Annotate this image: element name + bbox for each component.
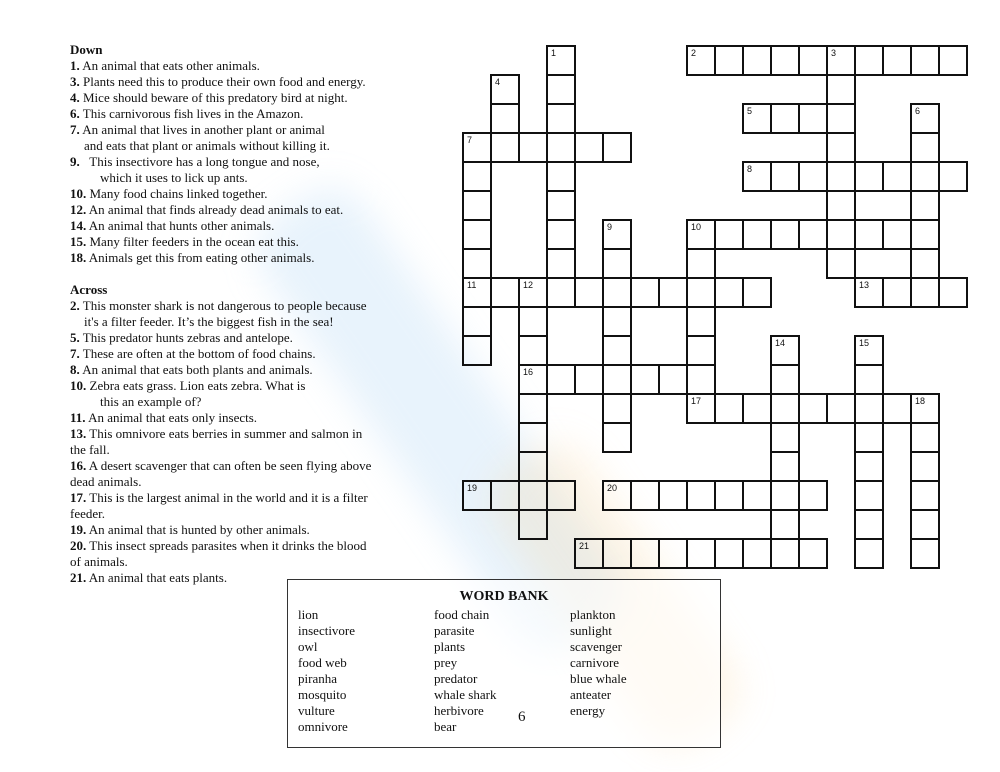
- clue-text: This omnivore eats berries in summer and salmon in: [89, 426, 363, 441]
- crossword-cell[interactable]: [686, 248, 716, 279]
- clue-text: An animal that hunts other animals.: [88, 218, 275, 233]
- crossword-cell[interactable]: [630, 480, 660, 511]
- crossword-cell[interactable]: [910, 451, 940, 482]
- crossword-cell[interactable]: [770, 480, 800, 511]
- crossword-cell[interactable]: [854, 45, 884, 76]
- crossword-cell[interactable]: [686, 277, 716, 308]
- word-bank-item: prey: [434, 655, 458, 670]
- crossword-cell[interactable]: [854, 335, 884, 366]
- crossword-cell[interactable]: [770, 451, 800, 482]
- crossword-cell[interactable]: [826, 103, 856, 134]
- crossword-cell[interactable]: [742, 219, 772, 250]
- cell-number: 12: [523, 280, 534, 290]
- word-bank-item: plants: [434, 639, 466, 654]
- word-bank-item: omnivore: [298, 719, 348, 734]
- crossword-cell[interactable]: [770, 364, 800, 395]
- clue-text-continued: and eats that plant or animals without killing it.: [84, 138, 330, 153]
- clue-number: 17.: [70, 490, 87, 505]
- crossword-cell[interactable]: [546, 103, 576, 134]
- crossword-cell[interactable]: [770, 422, 800, 453]
- crossword-cell[interactable]: [798, 480, 828, 511]
- down-clue: [70, 74, 400, 90]
- crossword-cell[interactable]: [770, 509, 800, 540]
- crossword-cell[interactable]: [910, 277, 940, 308]
- crossword-cell[interactable]: [798, 45, 828, 76]
- clue-number: 16.: [70, 458, 87, 473]
- clue-text: A desert scavenger that can often be seen flying above: [88, 458, 372, 473]
- clue-text: This predator hunts zebras and antelope.: [82, 330, 293, 345]
- word-bank-title: WORD BANK: [459, 589, 549, 604]
- crossword-cell[interactable]: [602, 422, 632, 453]
- clue-number: 1.: [70, 58, 80, 73]
- across-clue: [70, 538, 400, 554]
- word-bank-item: scavenger: [570, 639, 622, 654]
- crossword-cell[interactable]: [462, 335, 492, 366]
- crossword-cell[interactable]: [602, 393, 632, 424]
- crossword-cell[interactable]: [658, 277, 688, 308]
- down-clue-list: [70, 58, 400, 266]
- crossword-cell[interactable]: [854, 422, 884, 453]
- crossword-cell[interactable]: [910, 190, 940, 221]
- clue-text: This carnivorous fish lives in the Amazon.: [82, 106, 304, 121]
- crossword-cell[interactable]: [910, 248, 940, 279]
- clue-text: An animal that eats only insects.: [88, 410, 258, 425]
- crossword-cell[interactable]: [910, 538, 940, 569]
- crossword-cell[interactable]: [854, 364, 884, 395]
- crossword-cell[interactable]: [490, 480, 520, 511]
- crossword-cell[interactable]: [854, 393, 884, 424]
- crossword-cell[interactable]: [462, 132, 492, 163]
- crossword-cell[interactable]: [770, 219, 800, 250]
- across-clue: [70, 298, 400, 314]
- word-bank-item: plankton: [570, 607, 616, 622]
- crossword-cell[interactable]: [854, 480, 884, 511]
- clue-text: Animals get this from eating other animals.: [88, 250, 315, 265]
- crossword-cell[interactable]: [742, 393, 772, 424]
- crossword-cell[interactable]: [574, 132, 604, 163]
- crossword-cell[interactable]: [658, 538, 688, 569]
- down-clue: [70, 106, 400, 122]
- down-heading: Down: [70, 42, 103, 57]
- clue-number: 12.: [70, 202, 87, 217]
- crossword-cell[interactable]: [574, 277, 604, 308]
- cell-number: 11: [467, 280, 477, 290]
- cell-number: 1: [551, 48, 557, 58]
- down-clue: [70, 154, 400, 170]
- crossword-cell[interactable]: [462, 306, 492, 337]
- crossword-cell[interactable]: [742, 480, 772, 511]
- crossword-cell[interactable]: [910, 161, 940, 192]
- across-clue: [70, 346, 400, 362]
- clue-number: 9.: [70, 154, 80, 169]
- word-bank-column: [570, 607, 627, 719]
- clue-text: An animal that is hunted by other animals.: [88, 522, 310, 537]
- cell-number: 16: [523, 367, 534, 377]
- crossword-cell[interactable]: [826, 132, 856, 163]
- word-bank-item: bear: [434, 719, 457, 734]
- crossword-cell[interactable]: [910, 422, 940, 453]
- clue-text: This insect spreads parasites when it drinks the blood: [89, 538, 367, 553]
- crossword-cell[interactable]: [518, 393, 548, 424]
- crossword-cell[interactable]: [602, 335, 632, 366]
- crossword-cell[interactable]: [602, 306, 632, 337]
- crossword-cell[interactable]: [518, 132, 548, 163]
- clue-text: Many filter feeders in the ocean eat this.: [89, 234, 299, 249]
- word-bank-item: parasite: [434, 623, 475, 638]
- crossword-cell[interactable]: [770, 335, 800, 366]
- clue-number: 6.: [70, 106, 80, 121]
- crossword-cell[interactable]: [518, 509, 548, 540]
- crossword-cell[interactable]: [770, 538, 800, 569]
- crossword-cell[interactable]: [826, 219, 856, 250]
- word-bank-item: blue whale: [570, 671, 627, 686]
- crossword-cell[interactable]: [462, 248, 492, 279]
- cell-number: 7: [467, 135, 473, 145]
- clue-number: 10.: [70, 186, 87, 201]
- crossword-cell[interactable]: [686, 393, 716, 424]
- cell-number: 19: [467, 483, 478, 493]
- crossword-cell[interactable]: [518, 277, 548, 308]
- crossword-cell[interactable]: [854, 277, 884, 308]
- crossword-cell[interactable]: [518, 422, 548, 453]
- clue-number: 8.: [70, 362, 80, 377]
- cell-number: 6: [915, 106, 921, 116]
- word-bank-item: herbivore: [434, 703, 484, 718]
- cell-number: 17: [691, 396, 702, 406]
- clue-number: 7.: [70, 346, 80, 361]
- clue-text: An animal that eats both plants and animals.: [82, 362, 313, 377]
- crossword-cell[interactable]: [826, 161, 856, 192]
- word-bank-item: lion: [298, 607, 319, 622]
- clue-number: 5.: [70, 330, 80, 345]
- crossword-cell[interactable]: [826, 248, 856, 279]
- crossword-cell[interactable]: [462, 277, 492, 308]
- crossword-cell[interactable]: [798, 538, 828, 569]
- page-number: 6: [518, 709, 526, 725]
- down-clue: [70, 234, 400, 250]
- crossword-cell[interactable]: [686, 335, 716, 366]
- crossword-cell[interactable]: [714, 45, 744, 76]
- clue-text: These are often at the bottom of food chains.: [82, 346, 316, 361]
- crossword-cell[interactable]: [546, 248, 576, 279]
- word-bank: [287, 579, 721, 748]
- word-bank-item: sunlight: [570, 623, 612, 638]
- crossword-cell[interactable]: [938, 161, 968, 192]
- across-clue: [70, 330, 400, 346]
- crossword-cell[interactable]: [630, 277, 660, 308]
- word-bank-item: owl: [298, 639, 318, 654]
- word-bank-item: whale shark: [434, 687, 497, 702]
- crossword-cell[interactable]: [910, 219, 940, 250]
- crossword-cell[interactable]: [686, 480, 716, 511]
- clue-number: 19.: [70, 522, 87, 537]
- crossword-cell[interactable]: [798, 103, 828, 134]
- clue-text-continued: this an example of?: [100, 394, 202, 409]
- clue-text: This is the largest animal in the world and it is a filter: [89, 490, 368, 505]
- crossword-cell[interactable]: [938, 277, 968, 308]
- crossword-cell[interactable]: [658, 364, 688, 395]
- crossword-cell[interactable]: [854, 451, 884, 482]
- crossword-cell[interactable]: [910, 509, 940, 540]
- clue-number: 4.: [70, 90, 80, 105]
- crossword-cell[interactable]: [714, 480, 744, 511]
- clue-number: 3.: [70, 74, 80, 89]
- crossword-cell[interactable]: [518, 451, 548, 482]
- crossword-cell[interactable]: [490, 103, 520, 134]
- clue-text: Mice should beware of this predatory bird at night.: [83, 90, 348, 105]
- crossword-cell[interactable]: [462, 190, 492, 221]
- crossword-cell[interactable]: [770, 103, 800, 134]
- crossword-cell[interactable]: [798, 219, 828, 250]
- clue-number: 20.: [70, 538, 87, 553]
- crossword-cell[interactable]: [462, 219, 492, 250]
- crossword-cell[interactable]: [882, 277, 912, 308]
- clue-text-continued: the fall.: [70, 442, 110, 457]
- down-clue: [70, 186, 400, 202]
- across-clue: [70, 522, 400, 538]
- crossword-cell[interactable]: [546, 132, 576, 163]
- cell-number: 21: [579, 541, 590, 551]
- crossword-cell[interactable]: [882, 45, 912, 76]
- clue-text: An animal that lives in another plant or animal: [82, 122, 325, 137]
- crossword-cell[interactable]: [546, 45, 576, 76]
- crossword-cell[interactable]: [546, 480, 576, 511]
- clue-number: 2.: [70, 298, 80, 313]
- word-bank-item: vulture: [298, 703, 335, 718]
- crossword-cell[interactable]: [602, 277, 632, 308]
- across-clue-list: [70, 298, 400, 586]
- cell-number: 10: [691, 222, 702, 232]
- crossword-cell[interactable]: [714, 277, 744, 308]
- crossword-cell[interactable]: [518, 480, 548, 511]
- crossword-cell[interactable]: [742, 103, 772, 134]
- crossword-cell[interactable]: [602, 132, 632, 163]
- clue-text: This monster shark is not dangerous to people because: [82, 298, 367, 313]
- clue-text: Many food chains linked together.: [89, 186, 268, 201]
- crossword-cell[interactable]: [602, 219, 632, 250]
- cell-number: 14: [775, 338, 786, 348]
- cell-number: 9: [607, 222, 613, 232]
- across-heading: Across: [70, 282, 108, 297]
- across-clue: [70, 362, 400, 378]
- cell-number: 18: [915, 396, 926, 406]
- cell-number: 2: [691, 48, 697, 58]
- crossword-cell[interactable]: [686, 364, 716, 395]
- clue-text: An animal that finds already dead animals to eat.: [88, 202, 344, 217]
- word-bank-item: anteater: [570, 687, 612, 702]
- crossword-cell[interactable]: [770, 161, 800, 192]
- crossword-cell[interactable]: [602, 480, 632, 511]
- crossword-cell[interactable]: [854, 161, 884, 192]
- crossword-cell[interactable]: [714, 538, 744, 569]
- crossword-cell[interactable]: [630, 364, 660, 395]
- crossword-cell[interactable]: [714, 393, 744, 424]
- crossword-cell[interactable]: [798, 393, 828, 424]
- clue-text: An animal that eats plants.: [88, 570, 228, 585]
- down-clue: [70, 58, 400, 74]
- down-clue: [70, 90, 400, 106]
- across-clue: [70, 410, 400, 426]
- crossword-cell[interactable]: [826, 74, 856, 105]
- word-bank-column: [434, 607, 496, 735]
- down-clue: [70, 202, 400, 218]
- crossword-cell[interactable]: [462, 161, 492, 192]
- crossword-cell[interactable]: [854, 509, 884, 540]
- cell-number: 13: [859, 280, 870, 290]
- clue-text: Zebra eats grass. Lion eats zebra. What is: [89, 378, 306, 393]
- crossword-cell[interactable]: [686, 538, 716, 569]
- word-bank-item: carnivore: [570, 655, 620, 670]
- crossword-cell[interactable]: [882, 393, 912, 424]
- crossword-cell[interactable]: [546, 190, 576, 221]
- crossword-cell[interactable]: [546, 161, 576, 192]
- cell-number: 4: [495, 77, 501, 87]
- crossword-cell[interactable]: [490, 132, 520, 163]
- clue-text: This insectivore has a long tongue and nose,: [83, 154, 320, 169]
- word-bank-item: food web: [298, 655, 347, 670]
- crossword-cell[interactable]: [518, 364, 548, 395]
- clue-number: 10.: [70, 378, 87, 393]
- crossword-cell[interactable]: [518, 306, 548, 337]
- crossword-cell[interactable]: [882, 161, 912, 192]
- word-bank-item: insectivore: [298, 623, 356, 638]
- clue-number: 13.: [70, 426, 87, 441]
- crossword-cell[interactable]: [546, 364, 576, 395]
- cell-number: 3: [831, 48, 837, 58]
- word-bank-item: predator: [434, 671, 478, 686]
- word-bank-item: piranha: [298, 671, 337, 686]
- crossword-cell[interactable]: [490, 74, 520, 105]
- word-bank-column: [298, 607, 355, 735]
- clue-number: 15.: [70, 234, 87, 249]
- crossword-cell[interactable]: [574, 538, 604, 569]
- clue-number: 7.: [70, 122, 80, 137]
- crossword-cell[interactable]: [574, 364, 604, 395]
- down-clue: [70, 250, 400, 266]
- crossword-cell[interactable]: [630, 538, 660, 569]
- crossword-cell[interactable]: [546, 74, 576, 105]
- across-clue: [70, 458, 400, 474]
- across-clue: [70, 426, 400, 442]
- crossword-cell[interactable]: [910, 45, 940, 76]
- crossword-cell[interactable]: [854, 538, 884, 569]
- crossword-cell[interactable]: [910, 393, 940, 424]
- crossword-cell[interactable]: [770, 393, 800, 424]
- crossword-cell[interactable]: [546, 219, 576, 250]
- crossword-cell[interactable]: [882, 219, 912, 250]
- clue-text: Plants need this to produce their own food and energy.: [83, 74, 366, 89]
- crossword-cell[interactable]: [742, 161, 772, 192]
- across-clue: [70, 490, 400, 506]
- crossword-cell[interactable]: [826, 190, 856, 221]
- crossword-cell[interactable]: [658, 480, 688, 511]
- crossword-cell[interactable]: [910, 480, 940, 511]
- crossword-cell[interactable]: [546, 277, 576, 308]
- cell-number: 5: [747, 106, 753, 116]
- clue-text-continued: which it uses to lick up ants.: [100, 170, 248, 185]
- cell-number: 15: [859, 338, 870, 348]
- word-bank-item: mosquito: [298, 687, 347, 702]
- word-bank-item: food chain: [434, 607, 490, 622]
- down-clue: [70, 218, 400, 234]
- crossword-cell[interactable]: [938, 45, 968, 76]
- clue-text-continued: it's a filter feeder. It’s the biggest fish in the sea!: [84, 314, 334, 329]
- crossword-cell[interactable]: [854, 219, 884, 250]
- word-bank-item: energy: [570, 703, 606, 718]
- crossword-cell[interactable]: [602, 364, 632, 395]
- crossword-cell[interactable]: [518, 335, 548, 366]
- down-clue: [70, 122, 400, 138]
- crossword-cell[interactable]: [910, 103, 940, 134]
- clue-number: 14.: [70, 218, 87, 233]
- crossword-cell[interactable]: [742, 45, 772, 76]
- crossword-cell[interactable]: [686, 306, 716, 337]
- clue-text-continued: of animals.: [70, 554, 128, 569]
- crossword-cell[interactable]: [602, 538, 632, 569]
- crossword-cell[interactable]: [770, 45, 800, 76]
- crossword-cell[interactable]: [798, 161, 828, 192]
- crossword-cell[interactable]: [910, 132, 940, 163]
- crossword-cell[interactable]: [826, 45, 856, 76]
- across-clue: [70, 378, 400, 394]
- crossword-cell[interactable]: [490, 277, 520, 308]
- clue-number: 21.: [70, 570, 87, 585]
- cell-number: 8: [747, 164, 753, 174]
- clue-number: 18.: [70, 250, 87, 265]
- cell-number: 20: [607, 483, 618, 493]
- clues-panel: [70, 42, 400, 586]
- clue-text-continued: dead animals.: [70, 474, 142, 489]
- clue-text-continued: feeder.: [70, 506, 106, 521]
- crossword-cell[interactable]: [462, 480, 492, 511]
- crossword-cell[interactable]: [742, 277, 772, 308]
- crossword-cell[interactable]: [686, 219, 716, 250]
- clue-number: 11.: [70, 410, 86, 425]
- crossword-cell[interactable]: [686, 45, 716, 76]
- crossword-cell[interactable]: [714, 219, 744, 250]
- clue-text: An animal that eats other animals.: [82, 58, 260, 73]
- crossword-cell[interactable]: [826, 393, 856, 424]
- crossword-cell[interactable]: [602, 248, 632, 279]
- crossword-cell[interactable]: [742, 538, 772, 569]
